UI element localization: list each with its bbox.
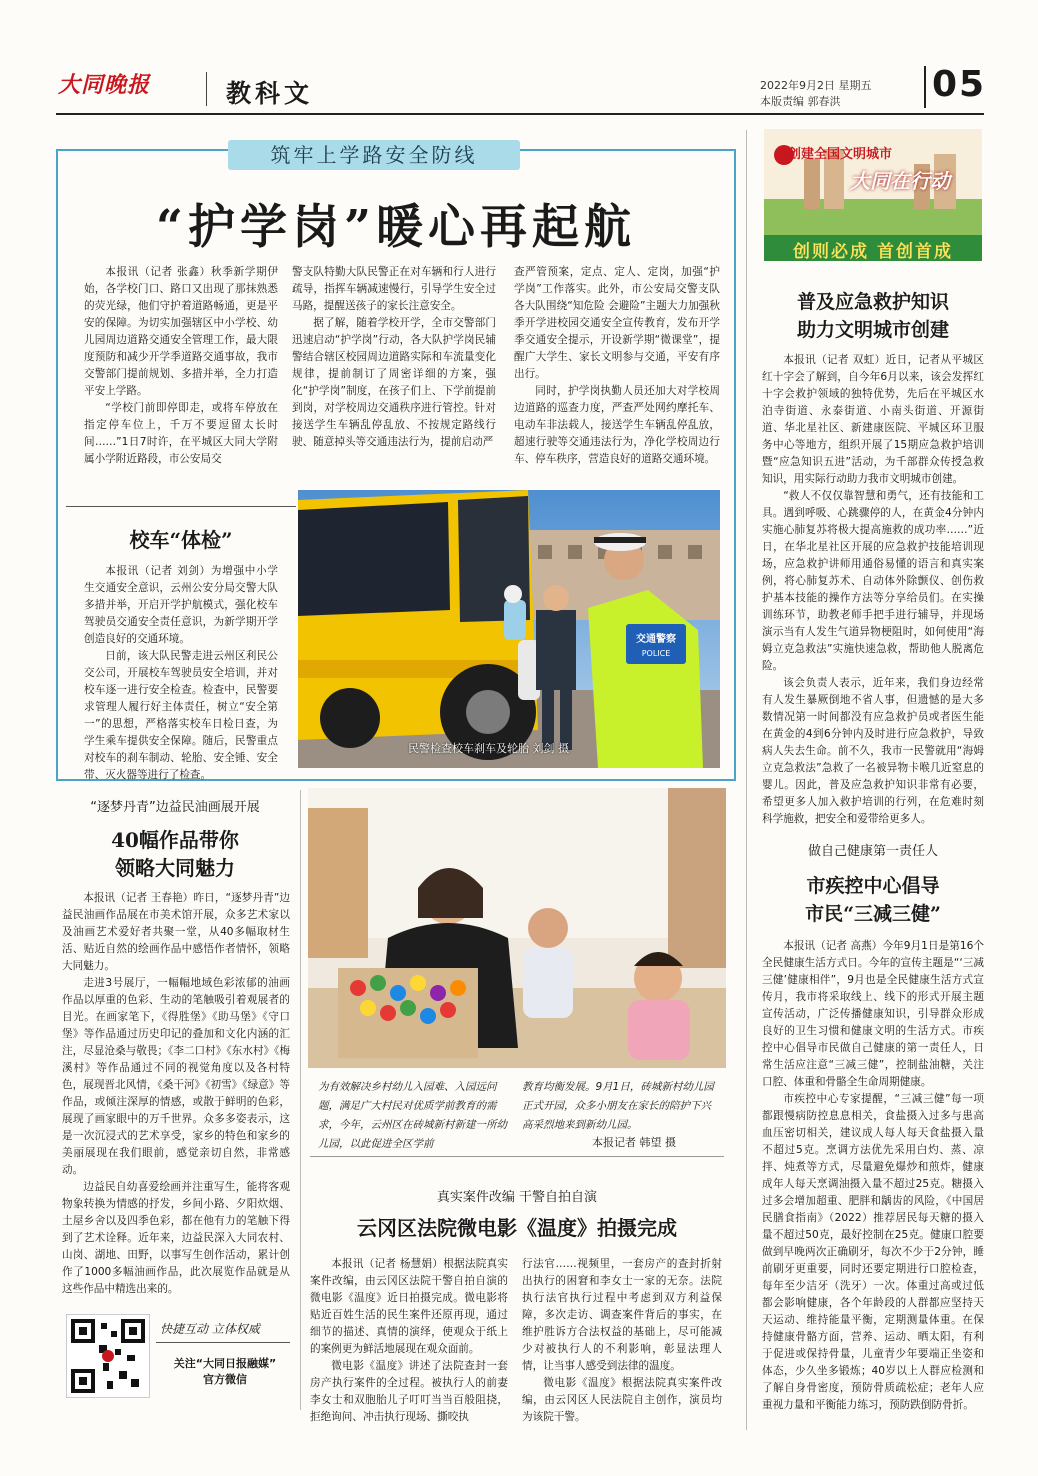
film-paragraph: 行法官……视频里，一套房产的查封折射出执行的困窘和李女士一家的无奈。法院执行法官执行过程中考虑到双方利益保障，多次走访、调查案件背后的事实，在维护胜诉方合法权益的基础上，尽可能减少对被执行人的不利影响，彰显法理人情，让当事人感受到法律的温度。: [522, 1258, 722, 1372]
feature-paragraph: 据了解，随着学校开学，全市交警部门迅速启动“护学岗”行动，各大队护学岗民辅警结合辖区校园周边道路实际和车流量变化规律，提前制订了周密详细的方案，强化“护学岗”制度，在孩子们上、下学前提前到岗，对学校周边交通秩序进行管控。针对接送学生车辆乱停乱放、不按规定路线行驶、随意掉头等交通违法行为，提前启动严: [292, 317, 496, 448]
film-title: 云冈区法院微电影《温度》拍摄完成: [357, 1216, 677, 1240]
aid-paragraph: “救人不仅仅靠智慧和勇气，还有技能和工具。遇到呼吸、心跳骤停的人，在黄金4分钟内实施心肺复苏将极大提高施救的成功率……”近日，在华北星社区开展的应急救护技能培训现场，应急救护讲师用通俗易懂的语言和真实案例，将心肺复苏术、自动体外除颤仪、创伤救护基本技能的操作方法等分享给员们。在实操训练环节，助教老师手把手进行辅导，并现场演示当有人发生气道异物梗阻时，如何使用“海姆立克急救法”实施快速急救，帮助他人脱离危险。: [762, 490, 984, 672]
health-paragraph: 市疾控中心专家提醒，“三减三健”每一项都跟慢病防控息息相关，食盐摄入过多与患高血压密切相关，建议成人每人每天食盐摄入量不超过5克。烹调方法优先采用白灼、蒸、凉拌、炖煮等方式，尽量避免爆炒和煎炸，健康成年人每天烹调油摄入量不超过25克。糖摄入过多会增加超重、肥胖和龋齿的风险，《中国居民膳食指南》（2022）推荐居民每天糖的摄入量不超过50克，最好控制在25克。健康口腔要做到早晚两次正确刷牙，每次不少于2分钟，睡前刷牙更重要，同时还要定期进行口腔检查，每年至少洁牙（洗牙）一次。体重过高或过低都会影响健康，各个年龄段的人群都应坚持天天运动、维持能量平衡，定期测量体重。在保持健康骨骼方面，营养、运动、晒太阳，有利于促进或保持骨量，儿童青少年要端正坐姿和体态，少久坐多锻炼；40岁以上人群应检测和了解自身骨密度，预防骨质疏松症；老年人应重视力量和平衡能力练习，预防跌倒防骨折。: [762, 1093, 984, 1411]
qr-line2: 官方微信: [203, 1373, 247, 1386]
film-kicker: 真实案件改编 干警自拍自演: [436, 1190, 598, 1205]
masthead-info: [760, 78, 872, 110]
film-column-1: [310, 1256, 508, 1442]
bus-photo: [298, 490, 720, 768]
feature-paragraph: 查严管预案，定点、定人、定岗，加强“护学岗”工作落实。此外，市公安局交警支队各大队围绕“知危险 会避险”主题大力加强秋季开学进校园交通安全宣传教育，发布开学季交通安全提示，开设新学期“微课堂”，提醒广大学生、家长文明参与交通，平安有序出行。: [514, 266, 720, 380]
health-kicker: 做自己健康第一责任人: [807, 844, 938, 859]
qr-rule: [156, 1342, 290, 1343]
art-title-line2: 领略大同魅力: [115, 856, 235, 880]
film-rule: [310, 1156, 724, 1157]
feature-column-3: [514, 264, 720, 488]
header-rule: [56, 113, 984, 115]
qr-icon: [67, 1315, 149, 1397]
qr-caption: [160, 1356, 290, 1388]
kids-caption-left: 为有效解决乡村幼儿入园难、入园远问题，满足广大村民对优质学前教育的需求，今年，云州区在砖城新村新建一所幼儿园，以此促进全区学前: [318, 1081, 507, 1150]
bus-photo-caption: 民警检查校车刹车及轮胎 刘剑 摄: [408, 742, 569, 755]
masthead-divider: [206, 72, 207, 106]
health-paragraph: 本报讯（记者 高燕）今年9月1日是第16个全民健康生活方式日。今年的宣传主题是“‘三减三健’健康相伴”，9月也是全民健康生活方式宣传月，我市将采取线上、线下的形式开展主题宣传活动，广泛传播健康知识，引导群众形成良好的卫生习惯和健康文明的生活方式。市疾控中心倡导市民做自己健康的第一责任人，日常生活应注意“三减三健”，控制盐油糖，关注口腔、体重和骨骼全生命周期健康。: [762, 940, 984, 1088]
kindergarten-image: [308, 788, 726, 1068]
film-paragraph: 微电影《温度》根据法院真实案件改编，由云冈区人民法院自主创作，演员均为该院干警。: [522, 1377, 722, 1423]
vest-sublabel: POLICE: [641, 649, 671, 658]
qr-line1: 关注“大同日报融媒”: [173, 1357, 277, 1370]
feature-paragraph: 同时，护学岗执勤人员还加大对学校周边道路的巡查力度，严查严处网约摩托车、电动车非法载人，接送学生车辆乱停乱放，超速行驶等交通违法行为，净化学校周边行车、停车秩序，营造良好的道路交通环境。: [514, 385, 720, 465]
feature-column-1: [84, 264, 278, 504]
promo-top: 创建全国文明城市: [788, 147, 893, 162]
film-paragraph: 本报讯（记者 杨慧娟）根据法院真实案件改编，由云冈区法院干警自拍自演的微电影《温度》近日拍摄完成。微电影将贴近百姓生活的民生案件还原再现，通过细节的描述、真情的演绎，使观众于纸上的案例更为鲜活地展现在观众面前。: [310, 1258, 508, 1355]
art-paragraph: 走进3号展厅，一幅幅地域色彩浓郁的油画作品以厚重的色彩、生动的笔触吸引着观展者的目光。在画家笔下，《得胜堡》《助马堡》《守口堡》等作品通过历史印记的叠加和文化内涵的汇注，尽显沧桑与敬畏；《李二口村》《东水村》《梅溪村》等作品通过不同的视觉角度以及各村特色，展现晋北风情，《桑干河》《初雪》《绿意》等作品，或倾注深厚的情感，或散于鲜明的色彩，展现了画家眼中的万千世界。众多多姿表示，这是一次沉浸式的艺术享受，家乡的特色和家乡的美丽展现在我们眼前，感觉亲切自然，非常感动。: [62, 977, 290, 1176]
wechat-qr-code[interactable]: [66, 1314, 150, 1398]
aid-title-line2: 助力文明城市创建: [796, 319, 949, 341]
art-title-line1: 40幅作品带你: [111, 828, 239, 852]
kindergarten-photo: [308, 788, 726, 1068]
aid-title-line1: 普及应急救护知识: [796, 291, 949, 313]
aid-paragraph: 本报讯（记者 双虹）近日，记者从平城区红十字会了解到，自今年6月以来，该会发挥红十字会救护领域的独特优势，先后在平城区水泊寺街道、永泰街道、小南头街道、开源街道、华北星社区、新建康医院、平城区环卫服务中心等地方，组织开展了15期应急救护培训暨“应急知识五进”活动，为千部群众传授急救知识，用实际行动助力我市文明城市创建。: [762, 354, 984, 485]
feature-paragraph: 警支队特勤大队民警正在对车辆和行人进行疏导，指挥车辆减速慢行，引导学生安全过马路，提醒送孩子的家长注意安全。: [292, 266, 496, 312]
column-divider: [300, 790, 301, 1410]
civility-promo: [764, 129, 982, 261]
feature-paragraph: 本报讯（记者 张鑫）秋季新学期伊始，各学校门口、路口又出现了那抹熟悉的荧光绿，他们守护着道路畅通，更是平安的保障。为切实加强辖区中小学校、幼儿园周边道路交通安全管理工作，最大限度预防和减少开学季道路交通事故，我市交警部门提前规划、多措并举，全力打造平安上学路。: [84, 266, 278, 397]
aid-paragraph: 该会负责人表示，近年来，我们身边经常有人发生暴厥倒地不省人事，但遗憾的是大多数情况第一时间都没有应急救护员或者医生能在黄金的4到6分钟内及时进行应急救护，导致病人失去生命。前不久，我市一民警就用“海姆立克急救法”急救了一名被异物卡喉几近窒息的婴儿。因此，普及应急救护知识非常有必要，希望更多人加入救护培训的行列，在危难时刻科学施救，把安全和爱带给更多人。: [762, 677, 984, 825]
promo-bottom: 创则必成 首创首成: [793, 242, 953, 262]
section-title: 教科文: [226, 79, 314, 108]
health-body: [762, 938, 984, 1440]
art-paragraph: 本报讯（记者 王春艳）昨日，“逐梦丹青”边益民油画作品展在市美术馆开展，众多艺术家以及油画艺术爱好者共聚一堂，从40多幅取材生活、贴近自然的绘画作品中感悟作者情怀，领略大同魅力。: [62, 892, 290, 972]
promo-middle: 大同在行动: [850, 169, 950, 193]
feature-banner: 筑牢上学路安全防线: [228, 140, 520, 170]
health-title: [762, 872, 984, 928]
health-title-line2: 市民“三减三健”: [805, 903, 941, 925]
bus-title: 校车“体检”: [129, 528, 233, 552]
page-number-divider: [924, 66, 926, 108]
bus-body: [84, 563, 278, 781]
feature-column-2: [292, 264, 496, 488]
feature-paragraph: “学校门前即停即走，或将车停放在指定停车位上，千万不要逗留太长时间……”1日7时许，在平城区大同大学附属小学附近路段，市公安局交: [84, 402, 278, 465]
art-paragraph: 边益民自幼喜爱绘画并注重写生，能将客观物象转换为情感的抒发，乡间小路、夕阳炊烟、土屋乡舍以及四季色彩，都在他有力的笔触下得到了艺术诠释。近年来，边益民深入大同农村、山岗、湖地、田野，以事写生创作活动，累计创作了1000多幅油画作品，此次展览作品就是从这些作品中精选出来的。: [62, 1181, 290, 1295]
health-title-line1: 市疾控中心倡导: [806, 875, 940, 897]
aid-body: [762, 352, 984, 825]
art-kicker: “逐梦丹青”边益民油画展开展: [90, 800, 260, 815]
bus-inspection-image: [298, 490, 720, 768]
page-editor: 本版责编 郭春洪: [760, 95, 841, 108]
kids-caption-right: 教育均衡发展。9月1日，砖城新村幼儿园正式开园，众多小朋友在家长的陪护下兴高采烈地来到新幼儿园。: [522, 1081, 714, 1131]
art-title: [60, 826, 290, 882]
newspaper-logo: 大同晚报: [58, 72, 151, 98]
page-number: 05: [932, 64, 987, 105]
issue-date: 2022年9月2日 星期五: [760, 79, 872, 92]
bus-rule: [66, 506, 296, 507]
art-body: [62, 890, 290, 1300]
film-paragraph: 微电影《温度》讲述了法院查封一套房产执行案件的全过程。被执行人的前妻李女士和双胞胎儿子叮叮当当百般阻挠，拒绝询问、冲击执行现场、撕咬执: [310, 1360, 508, 1423]
aid-title: [762, 288, 984, 344]
bus-paragraph: 日前，该大队民警走进云州区利民公交公司，开展校车驾驶员安全培训，并对校车逐一进行安全检查。检查中，民警要求管理人履行好主体责任，树立“安全第一”的思想，严格落实校车日检日查，为学生乘车提供安全保障。随后，民警重点对校车的刹车制动、轮胎、安全锤、安全带、灭火器等进行了检查。: [84, 650, 278, 781]
bus-paragraph: 本报讯（记者 刘剑）为增强中小学生交通安全意识，云州公安分局交警大队多措并举，开启开学护航模式，强化校车驾驶员交通安全责任意识，为新学期开学创造良好的交通环境。: [84, 565, 278, 645]
kids-credit: 本报记者 韩望 摄: [592, 1136, 676, 1149]
vest-label: 交通警察: [636, 634, 676, 645]
right-column-divider: [746, 130, 747, 1430]
film-column-2: [522, 1256, 722, 1442]
feature-headline: “护学岗”暖心再起航: [155, 200, 637, 255]
qr-slogan: 快捷互动 立体权威: [160, 1322, 260, 1336]
